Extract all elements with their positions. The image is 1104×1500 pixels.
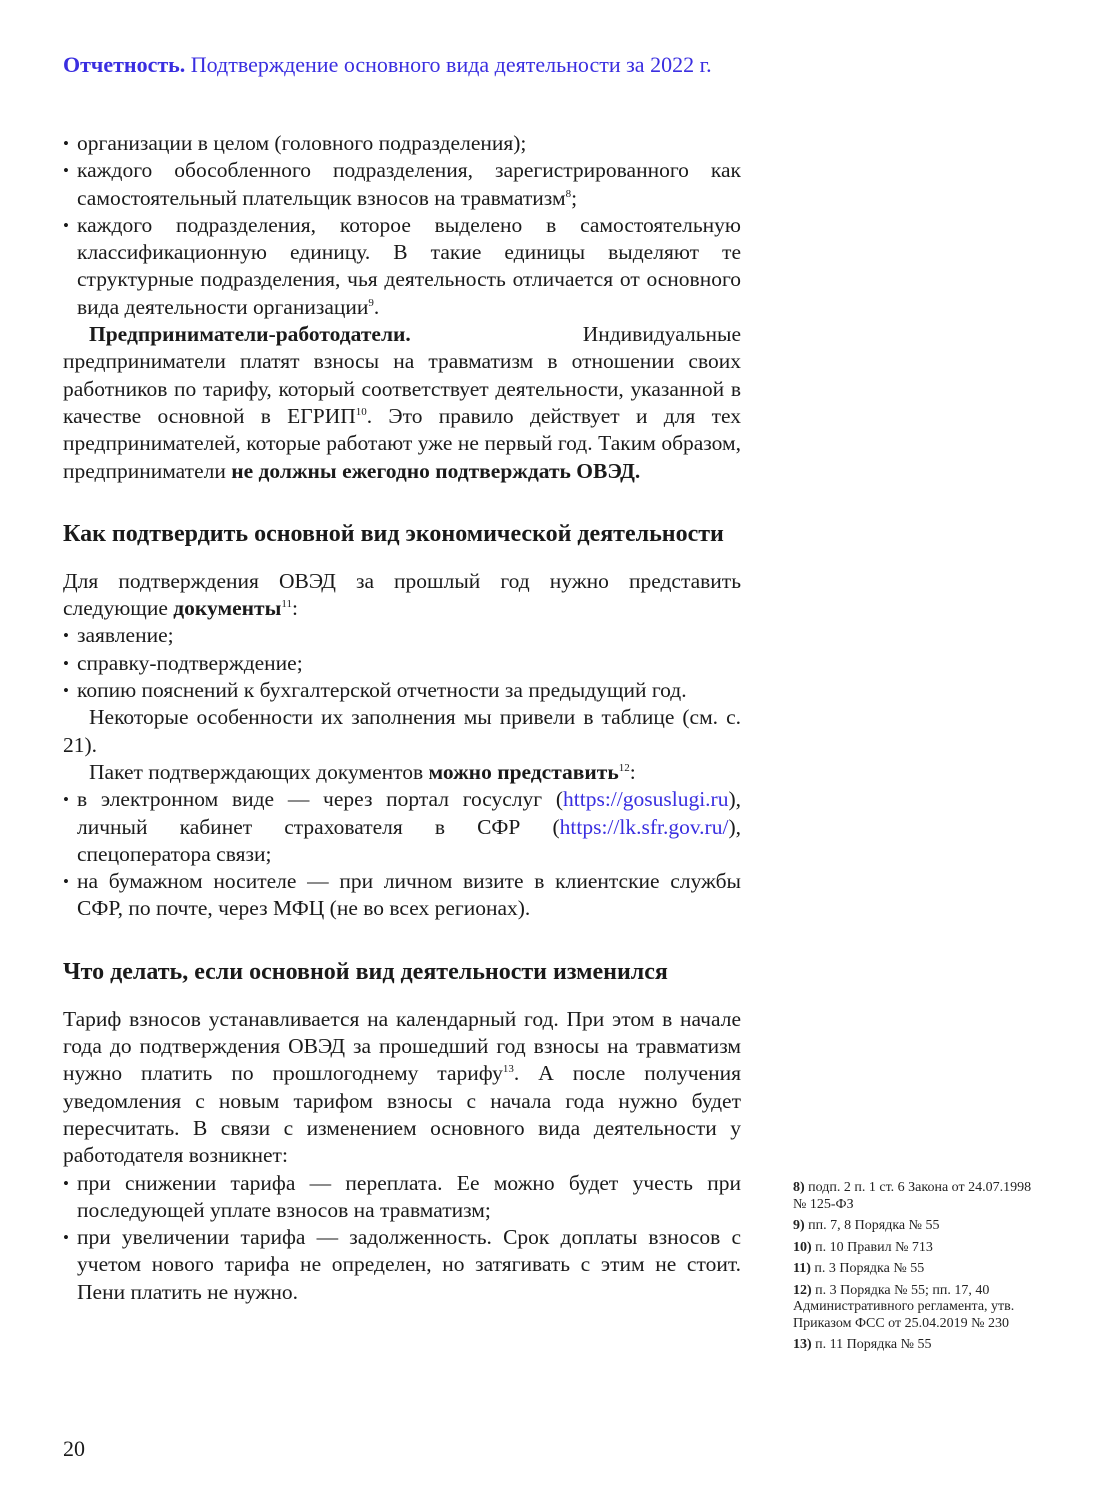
list-item: • каждого обособленного подразделения, зарегистрированного как самостоятельный плательщик взносов на травматизм$^8$;	[63, 157, 741, 212]
entrepreneurs-emphasis: не должны ежегодно подтверждать ОВЭД.	[231, 458, 641, 483]
outcomes-list	[63, 1170, 741, 1306]
header-title: Подтверждение основного вида деятельности за 2022 г.	[190, 52, 712, 77]
list-item: • копию пояснений к бухгалтерской отчетности за предыдущий год.	[63, 677, 741, 704]
footnote-ref[interactable]: 11	[281, 598, 292, 610]
footnote: 9) пп. 7, 8 Порядка № 55	[793, 1218, 940, 1233]
footnote: 13) п. 11 Порядка № 55	[793, 1337, 932, 1352]
intro-list	[63, 130, 741, 321]
list-item: • при увеличении тарифа — задолженность. Срок доплаты взносов с учетом нового тарифа не определен, но затягивать с этим не стоит. Пени платить не нужно.	[63, 1224, 741, 1306]
table-note: Некоторые особенности их заполнения мы привели в таблице (см. с. 21).	[63, 705, 741, 757]
list-item: • заявление;	[63, 622, 741, 649]
sfr-cabinet-link[interactable]: https://lk.sfr.gov.ru/	[559, 814, 729, 839]
footnote-ref[interactable]: 8	[565, 187, 572, 200]
main-column	[63, 130, 741, 1306]
running-header	[63, 52, 712, 78]
footnote-ref[interactable]: 10	[355, 405, 367, 418]
documents-list	[63, 622, 741, 704]
footnote: 12) п. 3 Порядка № 55; пп. 17, 40 Административного регламента, утв. Приказом ФСС от 25.04.2019 № 230	[793, 1282, 1015, 1331]
package-intro: Пакет подтверждающих документов можно представить$^{12}$:	[89, 759, 636, 784]
submission-ways-list	[63, 786, 741, 922]
tariff-paragraph: Тариф взносов устанавливается на календарный год. При этом в начале года до подтверждения ОВЭД за прошедший год взносы на травматизм нужно платить по прошлогоднему тарифу$^{13}$. А после получения уведомления с новым тарифом взносы с начала года нужно будет пересчитать. В связи с изменением основного вида деятельности у работодателя возникнет:	[63, 1006, 742, 1168]
section-heading-confirm: Как подтвердить основной вид экономической деятельности	[63, 520, 724, 547]
list-item: • в электронном виде — через портал госуслуг (https://gosuslugi.ru), личный кабинет страхователя в СФР (https://lk.sfr.gov.ru/), спецоператора связи;	[63, 786, 741, 868]
entrepreneurs-paragraph: Предприниматели-работодатели. Индивидуальные предприниматели платят взносы на травматизм в отношении своих работников по тарифу, который соответствует деятельности, указанной в качестве основной в ЕГРИП$^{10}$. Это правило действует и для тех предпринимателей, которые работают уже не первый год. Таким образом, предприниматели не должны ежегодно подтверждать ОВЭД.	[63, 322, 741, 483]
footnote: 8) подп. 2 п. 1 ст. 6 Закона от 24.07.1998 № 125-ФЗ	[793, 1180, 1032, 1212]
footnote: 11) п. 3 Порядка № 55	[793, 1261, 925, 1276]
gosuslugi-link[interactable]: https://gosuslugi.ru	[563, 787, 729, 812]
page-number: 20	[63, 1436, 85, 1461]
footnote: 10) п. 10 Правил № 713	[793, 1239, 933, 1255]
documents-intro: Для подтверждения ОВЭД за прошлый год нужно представить следующие документы$^{11}$:	[63, 568, 741, 621]
footnote-ref[interactable]: 9	[368, 296, 374, 309]
footnote-ref[interactable]: 13	[502, 1063, 514, 1076]
list-item: • при снижении тарифа — переплата. Ее можно будет учесть при последующей уплате взносов на травматизм;	[63, 1170, 741, 1225]
entrepreneurs-lead: Предприниматели-работодатели.	[89, 322, 411, 347]
footnotes-sidebar	[793, 1180, 1033, 1359]
section-heading-changed: Что делать, если основной вид деятельности изменился	[63, 958, 668, 985]
footnote-ref[interactable]: 12	[618, 761, 630, 774]
list-item: • организации в целом (головного подразделения);	[63, 130, 741, 157]
list-item: • каждого подразделения, которое выделено в самостоятельную классификационную единицу. В такие единицы выделяют те структурные подразделения, чья деятельность отличается от основного вида деятельности организации$^9$.	[63, 212, 741, 321]
list-item: • справку-подтверждение;	[63, 650, 741, 677]
list-item: • на бумажном носителе — при личном визите в клиентские службы СФР, по почте, через МФЦ (не во всех регионах).	[63, 868, 741, 923]
header-section: Отчетность.	[63, 52, 186, 77]
